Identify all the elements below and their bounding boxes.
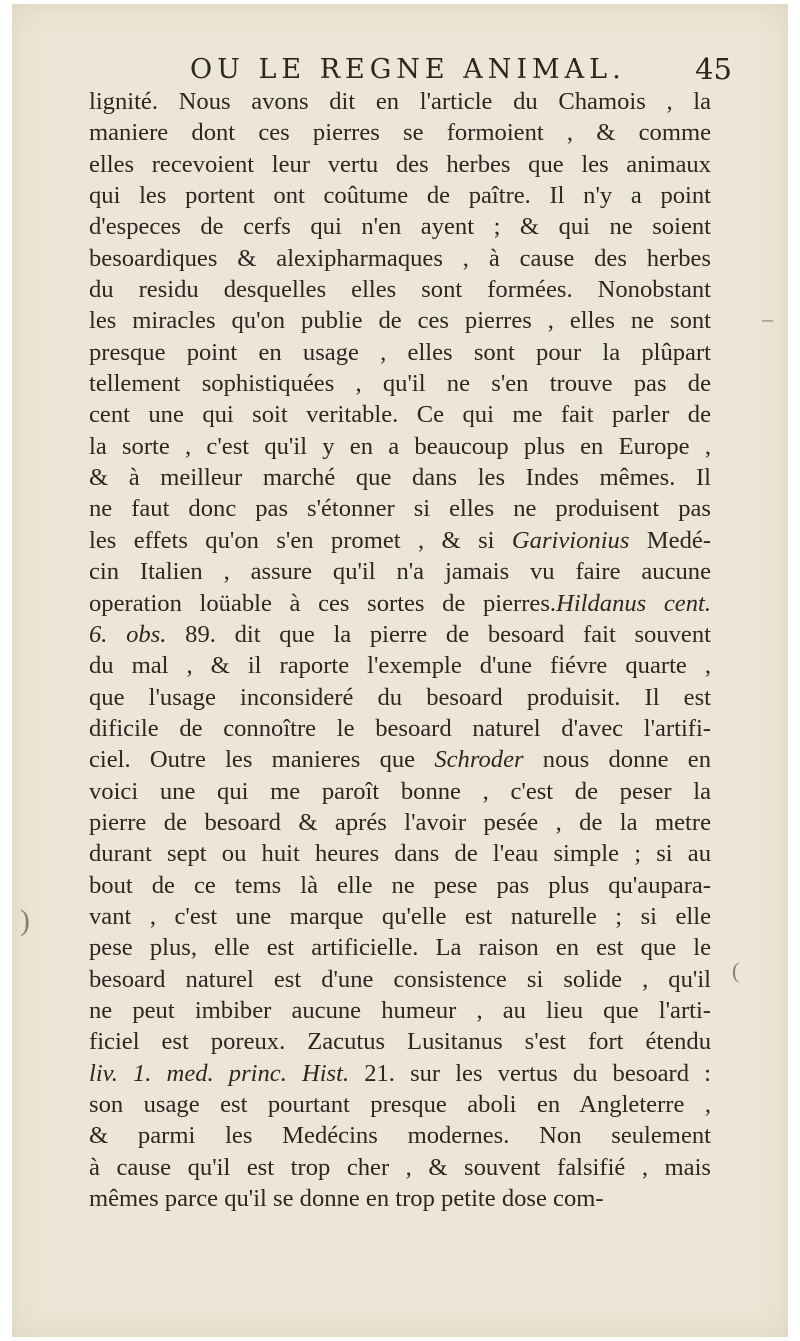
text-line [89, 619, 711, 650]
text-segment: dificile de connoître le besoard naturel d'avec l'artifi- [89, 714, 711, 742]
text-segment: du mal , & il raporte l'exemple d'une fiévre quarte , [89, 652, 711, 680]
text-segment: ficiel est poreux. Zacutus Lusitanus s'est fort étendu [89, 1028, 711, 1056]
text-segment: bout de ce tems là elle ne pese pas plus qu'aupara- [89, 871, 711, 899]
text-segment: pese plus, elle est artificielle. La raison en est que le [89, 934, 711, 962]
text-segment: durant sept ou huit heures dans de l'eau simple ; si au [89, 840, 711, 868]
text-segment: vant , c'est une marque qu'elle est naturelle ; si elle [89, 902, 711, 930]
text-line [89, 1058, 711, 1089]
book-page [12, 4, 788, 1337]
text-line [89, 399, 711, 430]
text-segment: 21. sur les vertus du besoard : [349, 1059, 711, 1087]
text-line [89, 493, 711, 524]
text-segment: & parmi les Medécins modernes. Non seulement [89, 1122, 711, 1150]
margin-dash-mark: – [762, 306, 773, 331]
text-line [89, 588, 711, 619]
text-line [89, 86, 711, 117]
italic-text: Garivionius [511, 526, 630, 554]
text-segment: les miracles qu'on publie de ces pierres , elles ne sont [89, 307, 711, 335]
body-text [89, 86, 711, 1214]
text-segment: à cause qu'il est trop cher , & souvent falsifié , mais [89, 1153, 711, 1181]
text-segment: & à meilleur marché que dans les Indes mêmes. Il [89, 464, 711, 492]
text-line [89, 838, 711, 869]
text-line [89, 431, 711, 462]
text-line [89, 870, 711, 901]
text-line [89, 180, 711, 211]
text-segment: du residu desquelles elles sont formées. Nonobstant [89, 276, 711, 304]
text-segment: Medé- [629, 526, 711, 554]
italic-text: liv. 1. med. princ. Hist. [89, 1059, 350, 1087]
text-line [89, 525, 711, 556]
text-segment: 89. dit que la pierre de besoard fait souvent [166, 620, 711, 648]
running-title: OU LE REGNE ANIMAL. [190, 54, 626, 85]
text-segment: d'especes de cerfs qui n'en ayent ; & qui ne soient [89, 213, 711, 241]
text-segment: ne peut imbiber aucune humeur , au lieu que l'arti- [89, 996, 711, 1024]
text-line [89, 1152, 711, 1183]
text-segment: elles recevoient leur vertu des herbes que les animaux [89, 150, 711, 178]
page-number: 45 [695, 52, 732, 86]
text-line [89, 274, 711, 305]
text-line [89, 305, 711, 336]
text-segment: mêmes parce qu'il se donne en trop petite dose com- [89, 1185, 604, 1213]
text-segment: besoardiques & alexipharmaques , à cause des herbes [89, 244, 711, 272]
italic-text: Hildanus cent. [556, 589, 711, 617]
text-segment: que l'usage inconsideré du besoard produisit. Il est [89, 683, 711, 711]
text-segment: presque point en usage , elles sont pour la plûpart [89, 338, 711, 366]
text-segment: lignité. Nous avons dit en l'article du Chamois , la [89, 88, 711, 115]
text-segment: besoard naturel est d'une consistence si solide , qu'il [89, 965, 711, 993]
text-segment: les effets qu'on s'en promet , & si [89, 526, 512, 554]
text-line [89, 807, 711, 838]
margin-bracket-left-mark: ) [20, 904, 30, 937]
text-segment: tellement sophistiquées , qu'il ne s'en trouve pas de [89, 370, 711, 398]
text-line [89, 932, 711, 963]
text-line [89, 964, 711, 995]
text-segment: cin Italien , assure qu'il n'a jamais vu faire aucune [89, 558, 711, 586]
text-line [89, 117, 711, 148]
text-line [89, 776, 711, 807]
text-line [89, 901, 711, 932]
text-line [89, 1183, 711, 1214]
text-line [89, 1089, 711, 1120]
text-line [89, 462, 711, 493]
text-line [89, 211, 711, 242]
text-line [89, 337, 711, 368]
text-line [89, 682, 711, 713]
text-segment: maniere dont ces pierres se formoient , & comme [89, 119, 711, 147]
text-segment: cent une qui soit veritable. Ce qui me fait parler de [89, 401, 711, 429]
italic-text: Schroder [434, 746, 524, 774]
text-segment: pierre de besoard & aprés l'avoir pesée , de la metre [89, 808, 711, 836]
text-line [89, 744, 711, 775]
text-segment: ciel. Outre les manieres que [89, 746, 435, 774]
text-segment: la sorte , c'est qu'il y en a beaucoup plus en Europe , [89, 432, 711, 460]
text-line [89, 995, 711, 1026]
text-segment: qui les portent ont coûtume de paître. Il n'y a point [89, 182, 711, 210]
text-line [89, 650, 711, 681]
page-header [72, 50, 732, 90]
text-segment: voici une qui me paroît bonne , c'est de peser la [89, 777, 711, 805]
text-segment: operation loüable à ces sortes de pierres. [89, 589, 557, 617]
margin-bracket-right-mark: ( [732, 958, 740, 983]
text-segment: son usage est pourtant presque aboli en Angleterre , [89, 1091, 711, 1118]
italic-text: 6. obs. [89, 620, 167, 648]
text-line [89, 243, 711, 274]
text-line [89, 556, 711, 587]
text-line [89, 149, 711, 180]
text-line [89, 368, 711, 399]
text-segment: ne faut donc pas s'étonner si elles ne produisent pas [89, 495, 711, 523]
text-segment: nous donne en [523, 746, 711, 774]
text-line [89, 713, 711, 744]
text-line [89, 1120, 711, 1151]
text-line [89, 1026, 711, 1057]
